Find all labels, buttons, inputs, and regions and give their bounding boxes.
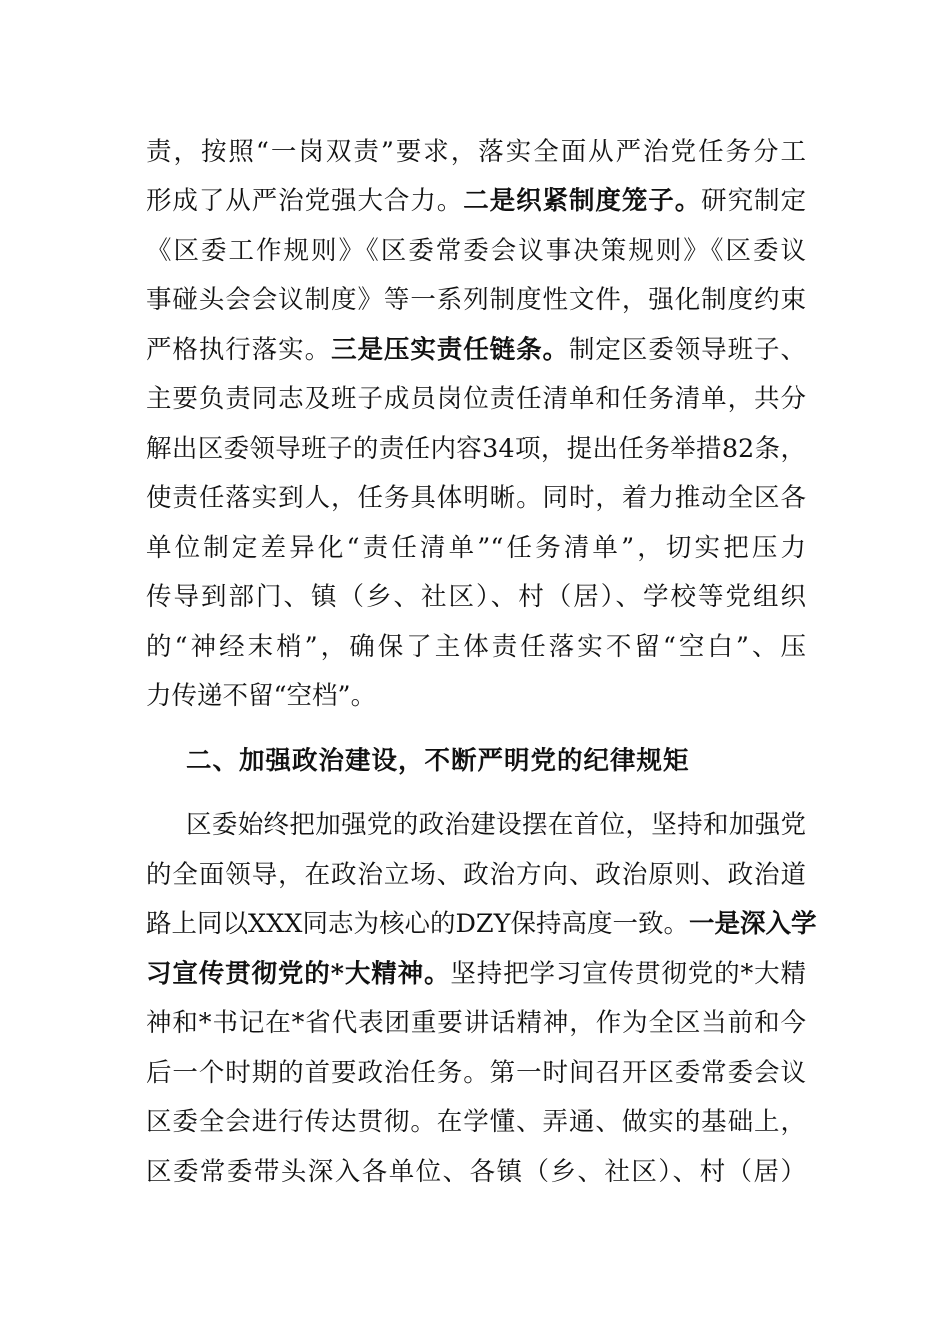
paragraph-line (146, 379, 806, 419)
paragraph-line (146, 280, 806, 320)
text-run: 区委始终把加强党的政治建设摆在首位，坚持和加强党 (186, 810, 806, 840)
paragraph-line (146, 429, 806, 469)
paragraph-line (146, 577, 806, 617)
paragraph-line (146, 132, 806, 172)
section-heading: 二、加强政治建设，不断严明党的纪律规矩 (186, 746, 690, 776)
paragraph-line (146, 954, 806, 994)
paragraph-line (146, 181, 806, 221)
paragraph-line (146, 627, 806, 667)
paragraph-line (146, 478, 806, 518)
text-run: 传导到部门、镇（乡、社区）、村（居）、学校等党组织 (146, 582, 806, 612)
paragraph-line (146, 1152, 806, 1192)
text-run: 区委全会进行传达贯彻。在学懂、弄通、做实的基础上， (146, 1107, 806, 1137)
text-run: 的“神经末梢”，确保了主体责任落实不留“空白”、压 (146, 632, 806, 662)
paragraph-line (146, 676, 806, 716)
text-run: 力传递不留“空档”。 (146, 681, 377, 711)
text-run: 事碰头会会议制度》等一系列制度性文件，强化制度约束 (146, 285, 806, 315)
text-run: 的全面领导，在政治立场、政治方向、政治原则、政治道 (146, 860, 806, 890)
text-run: 形成了从严治党强大合力。 (146, 186, 464, 216)
paragraph-line (146, 231, 806, 271)
paragraph-line (146, 528, 806, 568)
text-run: 单位制定差异化“责任清单”“任务清单”，切实把压力 (146, 533, 806, 563)
text-run: 主要负责同志及班子成员岗位责任清单和任务清单，共分 (146, 384, 806, 414)
text-run: 路上同以XXX同志为核心的DZY保持高度一致。 (146, 909, 689, 939)
paragraph-line (146, 1053, 806, 1093)
text-run: 神和*书记在*省代表团重要讲话精神，作为全区当前和今 (146, 1008, 806, 1038)
paragraph-line (146, 1102, 806, 1142)
bold-text-run: 三是压实责任链条。 (331, 335, 569, 365)
text-run: 制定区委领导班子、 (568, 335, 806, 365)
text-run: 坚持把学习宣传贯彻党的*大精 (450, 959, 806, 989)
text-run: 研究制定 (701, 186, 806, 216)
paragraph-line (146, 904, 817, 944)
text-run: 严格执行落实。 (146, 335, 332, 365)
text-run: 解出区委领导班子的责任内容34项，提出任务举措82条， (146, 434, 806, 464)
bold-text-run: 一是深入学 (688, 909, 817, 939)
text-run: 后一个时期的首要政治任务。第一时间召开区委常委会议 (146, 1058, 806, 1088)
paragraph-line (146, 1003, 806, 1043)
bold-text-run: 习宣传贯彻党的*大精神。 (146, 959, 451, 989)
paragraph-line (146, 330, 806, 370)
paragraph-line (186, 805, 806, 845)
text-run: 区委常委带头深入各单位、各镇（乡、社区）、村（居） (146, 1157, 806, 1187)
text-run: 责，按照“一岗双责”要求，落实全面从严治党任务分工 (146, 137, 806, 167)
text-run: 《区委工作规则》《区委常委会议事决策规则》《区委议 (146, 236, 806, 266)
bold-text-run: 二是织紧制度笼子。 (463, 186, 702, 216)
text-run: 使责任落实到人，任务具体明晰。同时，着力推动全区各 (146, 483, 806, 513)
paragraph-line (146, 855, 806, 895)
